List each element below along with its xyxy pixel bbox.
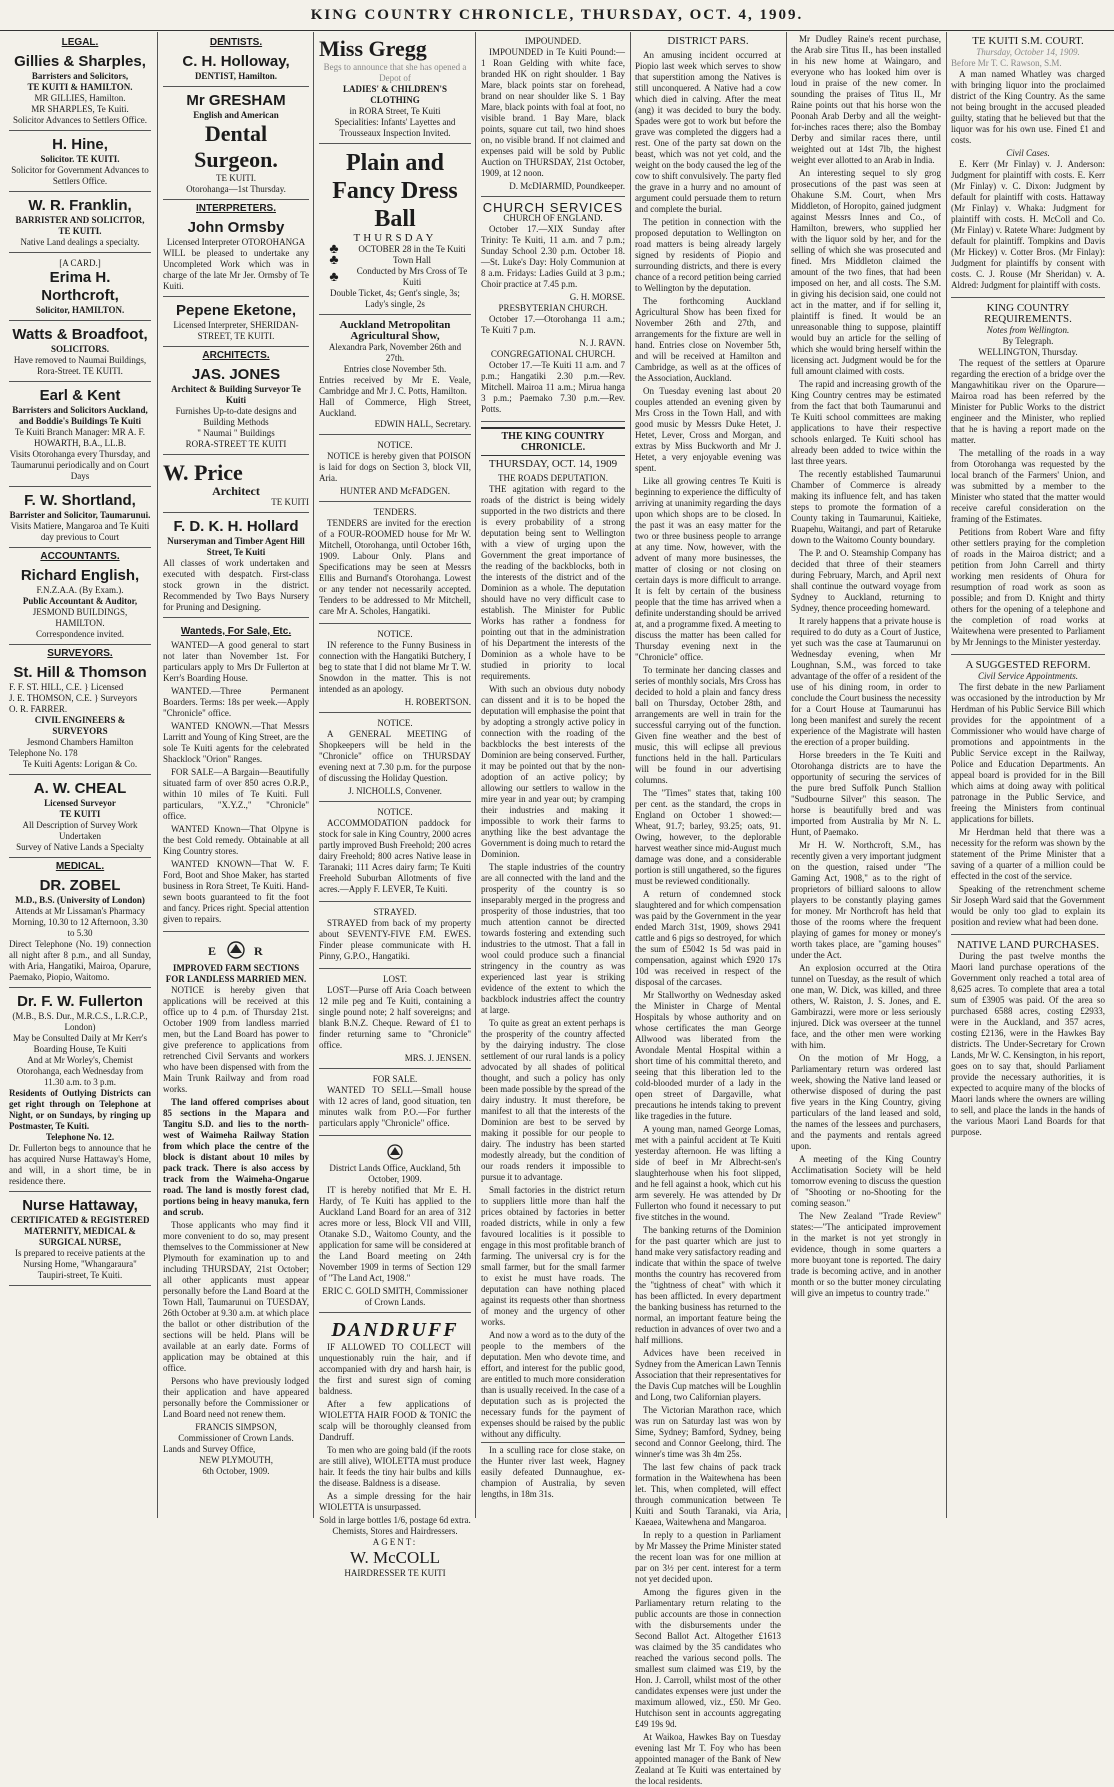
ad-franklin (9, 195, 151, 253)
column-rule (313, 32, 314, 1518)
notice-farm-sections (163, 935, 309, 1481)
ad-text: F. F. ST. HILL, C.E. } Licensed (9, 682, 124, 692)
notice-heading: NOTICE. (377, 718, 413, 728)
ad-text: Entries close November 5th. (343, 364, 447, 374)
article-heading: NATIVE LAND PURCHASES. (956, 939, 1100, 951)
ad-text: Specialities: Infants' Layettes and Trousseaux Inspection Invited. (334, 117, 456, 138)
column-news (788, 34, 944, 1518)
news-paragraph: Advices have been received in Sydney from the American Lawn Tennis Association that their representatives for the Davis Cup matches will be Loughlin and Long, two Californian players. (635, 1348, 781, 1402)
news-paragraph: A meeting of the King Country Acclimatisation Society will be held tomorrow evening to discuss the question of "Shooting or no-Shooting for the coming season." (791, 1154, 941, 1208)
classified-item: WANTED—A good general to start not later than November 1st. For particulars apply to Mrs Dr Fullerton at Kerr's Boarding House. (163, 640, 309, 683)
ad-text: To men who are going bald (if the roots are still alive), WIOLETTA must produce hair. It feeds the tiny hair bulbs and kills the disease. Baldness is a disease. (319, 1445, 471, 1488)
ad-miss-gregg (319, 34, 471, 144)
news-paragraph: An interesting sequel to sly grog prosecutions of the past was seen at Ohakune S.M. Court, when Mrs Middleton, of Horopito, gained judgment against Messrs Innes and Co., of Hamilton, brewers, who supplied her with the liquor sold by her, and for the selling of which she was prosecuted and fined. Mrs Middleton claimed the amount of the two fines, that had been imposed on her, and all costs. The S.M. in giving his decision said, one could not act in the matter, and if for selling it, plaintiff is fined. It would be an unreasonable thing to suppose, plaintiff would buy an article for the selling of which she would bring herself within the licensing act. Judgment would be for the full amount claimed with costs. (791, 168, 941, 376)
ad-title: Erima H. Northcroft, (41, 269, 119, 304)
ad-signature: EDWIN HALL, Secretary. (374, 419, 471, 429)
masthead-rule (0, 30, 1114, 31)
ad-text: May be Consulted Daily at Mr Kerr's Boarding House, Te Kuiti (12, 1033, 148, 1054)
article-paragraph: A man named Whatley was charged with bringing liquor into the proclaimed district of the King Country. As the same not being brought in the accused pleaded guilty, stating that he believed but that the liquor was for his own use. Fined £1 and costs. (951, 69, 1105, 145)
ad-text: Is prepared to receive patients at the Nursing Home, "Whangaraura" Taupiri-street, Te Kuiti. (15, 1248, 145, 1280)
ad-text: Visits Matiere, Mangaroa and Te Kuiti day previous to Court (10, 521, 150, 542)
ad-text: Public Accountant & Auditor, (22, 596, 138, 606)
ad-text: WILL be pleased to undertake any Uncompleted Work which was in charge of the late Mr Jer. Ormsby of Te Kuiti. (163, 248, 309, 291)
ad-subtitle: Licensed Surveyor (44, 798, 116, 808)
notice-heading: IMPOUNDED. (524, 36, 582, 46)
notice-paragraph: STRAYED from back of my property about SEVENTY-FIVE F.M. EWES. Finder please communicate with H. Pinny, G.P.O., Hangatiki. (319, 918, 471, 961)
notice-signature: Commissioner of Crown Lands. (178, 1433, 294, 1443)
ad-display-title: DANDRUFF (331, 1319, 459, 1341)
notice-paragraph: IN reference to the Funny Business in connection with the Hangatiki Butchery, I beg to state that I did not blame Mr T. W. Snowdon in the matter. This is not intended as an apology. (319, 640, 471, 694)
ad-st-hill-thomson (9, 662, 151, 775)
section-heading: MEDICAL. (55, 861, 105, 872)
ad-text: TE KUITI. (216, 173, 256, 183)
ad-text: RORA-STREET TE KUITI (185, 439, 287, 449)
ad-title: Watts & Broadfoot, (12, 326, 148, 343)
news-paragraph: In reply to a question in Parliament by Mr Massey the Prime Minister stated the recent loan was for one million at par on 3½ per cent. interest for a term not yet decided upon. (635, 1530, 781, 1584)
ad-text: CIVIL ENGINEERS & SURVEYORS (34, 715, 126, 736)
ad-title: W. R. Franklin, (28, 197, 132, 214)
ad-text: Te Kuiti Branch Manager: MR A. F. HOWARTH, B.A., LL.B. (14, 427, 146, 448)
notice-paragraph: IMPOUNDED in Te Kuiti Pound:—1 Roan Gelding with white face, branded HK on right shoulder. 1 Bay Mare, black points star on forehead, brand on near shoulder like S. 1 Bay Mare, black points with foal at foot, no visible brand. 1 Bay Mare, black points, square cut tail, two hind shoes on, no visible brand. If not claimed and expenses paid will be sold by Public Auction on THURSDAY, 21st October, 1909, at 12 noon. (481, 47, 625, 178)
ad-text: Dr. Fullerton begs to announce that he has acquired Nurse Hattaway's Home, and will, in a short time, be in residence there. (9, 1143, 151, 1186)
ad-text: Solicitor for Government Advances to Settlers Office. (11, 165, 149, 186)
news-paragraph: At Waikoa, Hawkes Bay on Tuesday evening last Mr T. Foy who has been appointed manager of the Bank of New Zealand at Te Kuiti was entertained by the local residents. (635, 1732, 781, 1786)
notice-heading: IMPROVED FARM SECTIONS FOR LANDLESS MARRIED MEN. (165, 963, 307, 984)
native-land-article (951, 938, 1105, 1144)
church-signature: N. J. RAVN. (579, 338, 625, 348)
ad-text: OCTOBER 28 in the Te Kuiti Town Hall (358, 244, 466, 265)
svg-text:R: R (254, 944, 263, 958)
news-paragraph: The last few chains of pack track formation in the Waitewhena has been let. This, when completed, will effect through communication between Te Kuiti and South Taranaki, via Aria, Kaeaea, Waitewhena and Mangaroa. (635, 1462, 781, 1527)
section-heading: SURVEYORS. (47, 648, 113, 659)
ad-holloway (163, 51, 309, 87)
news-paragraph: Among the figures given in the Parliamentary return relating to the public accounts are those in connection with the disbursements under the Second Ballot Act. Altogether £1613 was claimed by the 35 candidates who reached the various second polls. The smallest sum claimed was £19, by the Hon. J. Carroll, whilst most of the other candidates expenses were just under the maximum allowed, viz., £50. Mr Geo. Hutchison sent in accounts aggregating £49 19s 9d. (635, 1587, 781, 1729)
ad-subtitle: Architect & Building Surveyor Te Kuiti (171, 384, 301, 405)
svg-text:E: E (208, 944, 217, 958)
article-heading: KING COUNTRY REQUIREMENTS. (984, 302, 1072, 325)
news-paragraph: It rarely happens that a private house is required to do duty as a Court of Justice, yet such was the case at Taumarunui on Wednesday evening, when Mr Loughnan, S.M., was forced to take advantage of the offer of a resident of the use of his dining room, in order to conclude the Court business the necessity for a Court House at Taumarunui has long been manifest and surely the recent experience of the Magistrate will hasten the erection of a proper building. (791, 616, 941, 747)
article-paragraph: And now a word as to the duty of the people to the members of the deputation. Men who devote time, and effort, and interest for the public good, are entitled to much more consideration than is usually received. In the case of a deputation such as is projected the necessary funds for the payment of expenses should be raised by the public without any difficulty. (481, 1330, 625, 1439)
notice-signature: 6th October, 1909. (202, 1466, 270, 1476)
article-text: Before Mr T. C. Rawson, S.M. (951, 58, 1062, 68)
section-heading: CHURCH SERVICES (482, 200, 624, 215)
ad-title: W. McCOLL (349, 1548, 441, 1567)
section-heading: Wanteds, For Sale, Etc. (180, 626, 292, 637)
notice-heading: NOTICE. (377, 629, 413, 639)
ad-subtitle: M.D., B.S. (University of London) (15, 895, 145, 905)
notice-heading: TENDERS. (373, 507, 417, 517)
ad-subtitle: F.N.Z.A.A. (By Exam.). (36, 585, 124, 595)
notice-meeting (319, 716, 471, 802)
ad-subtitle: Solicitor. TE KUITI. (40, 154, 120, 164)
notice-paragraph: A GENERAL MEETING of Shopkeepers will be held in the "Chronicle" office on THURSDAY evening next at 7.30 p.m. for the purpose of discussing the Holiday Question. (319, 729, 471, 783)
section-heading: DISTRICT PARS. (667, 35, 749, 47)
ad-shortland (9, 490, 151, 548)
news-paragraph: The banking returns of the Dominion for the past quarter which are just to hand make very satisfactory reading and indicate that within the space of twelve months the country has recovered from the "tightness of cheat" with which it has been afflicted. In every department the banking business has returned to the normal, an important feature being the reduction in advances of over two and a half millions. (635, 1225, 781, 1345)
ad-nurse-hattaway (9, 1195, 151, 1286)
news-paragraph: Mr Dudley Raine's recent purchase, the Arab sire Titus II., has been installed in his new home at Waingaro, and everyone who has looked him over is loud in praise of the new comer. In sounding the praises of Titus II., Mr Raine points out that his horse won the Poonah Arab Derby and all the weight-for-inches races there; also the Bombay Derby and similar races there, until weighted out at 14st 7lb, the highest weight ever allotted to an Arab in India. (791, 34, 941, 165)
news-paragraph: The recently established Taumarunui Chamber of Commerce is already making its influence felt, and has taken steps to promote the formation of a County taking in Taumarunui, Kaitieke, Ruapehu, Waitangi, and part of Retaruke down to the Waitomo County boundary. (791, 469, 941, 545)
article-paragraph: THE agitation with regard to the roads of the district is being widely supported in the two districts and there is every probability of a strong deputation being sent to Wellington with a view of urging upon the Government the great importance of the reading of the backblocks, both in the interests of the district and of the Dominion as a whole. The deputation should have no very difficult case to establish. The Minister for Public Works has rather a fondness for pointing out that in the administration of his Department the interests of the Dominion as a whole have to be studied in priority to local requirements. (481, 484, 625, 681)
notice-heading: NOTICE. (377, 807, 413, 817)
church-paragraph: October 17.—XIX Sunday after Trinity: Te Kuiti, 11 a.m. and 7 p.m.; Sunday School 2.30 p.m. October 18.—St. Luke's Day: Holy Communion at 8 a.m. Fridays: Ladies Guild at 3 p.m.; Choir practice at 7.45 p.m. (481, 224, 625, 289)
notice-paragraph: The land offered comprises about 85 sections in the Mapara and Tangitu S.D. and lies to the north-west of Waimeha Railway Station from which place the centre of the block is distant about 10 miles by pack track. There is also access by track from the Waimeha-Ongarue road. The land is mostly forest clad, portions being in heavy manuka, fern and scrub. (163, 1097, 309, 1217)
notice-accommodation (319, 805, 471, 902)
article-paragraph: With such an obvious duty nobody can dissent and it is to be hoped the deputation will emphasise the point that by adopting a strongly active policy in connection with the roading of the backblocks the best interests of the Dominion are being conserved. Further, it may be pointed out that by the non-adoption of an active policy; by allowing our settlers to wallow in the mire year in and year out; by cramping their industries and making it impossible to work their farms to anything like the best advantage the Government is doing much to retard the Dominion. (481, 684, 625, 859)
classified-item: FOR SALE—A Bargain—Beautifully situated farm of over 850 acres O.R.P., within 10 miles of Te Kuiti. Full particulars, "X.Y.Z.," "Chronicle" office. (163, 767, 309, 821)
article-subheading: Notes from Wellington. (986, 325, 1070, 335)
notice-signature: ERIC C. GOLD SMITH, Commissioner of Crown Lands. (322, 1286, 468, 1307)
news-paragraph: Mr H. W. Northcroft, S.M., has recently given a very important judgment on the question, raised under "The Gaming Act, 1908," as to the right of proprietors of billiard saloons to allow players to be constantly playing games for money. Mr Northcroft has held that those of the rooms where the frequent playing of games for money or money's worth takes place, are "gaming houses" under the Act. (791, 840, 941, 960)
ad-title: Miss Gregg (319, 36, 427, 61)
royal-crest-icon (206, 939, 266, 961)
ad-place: TE KUITI (271, 497, 309, 507)
article-paragraph: The staple industries of the country are all connected with the land and the prosperity of the country is so inseparably merged in the progress and prosperity of those industries, that too much attention cannot be directed towards fostering and extending such industries to the utmost. That a fall in wool could produce such a financial stringency in the country as was experienced last year is striking evidence of the extent to which the backblock industries affect the country at large. (481, 862, 625, 1015)
ad-english (9, 565, 151, 645)
ad-text: Visits Otorohanga every Thursday, and Taumarunui periodically and on Court Days (9, 449, 151, 481)
ad-subtitle: English and American (193, 110, 279, 120)
notice-signature: MRS. J. JENSEN. (404, 1053, 471, 1063)
ad-text: Have removed to Naumai Buildings, Rora-Street. TE KUITI. (13, 355, 147, 376)
notice-signature: D. McDIARMID, Poundkeeper. (509, 181, 625, 191)
notice-paragraph: NOTICE is hereby given that POISON is laid for dogs on Section 3, block VII, Aria. (319, 451, 471, 483)
notice-heading: LOST. (382, 974, 408, 984)
notice-signature: J. NICHOLLS, Convener. (348, 786, 442, 796)
ad-text: Sold in large bottles 1/6, postage 6d extra. Chemists, Stores and Hairdressers. (319, 1515, 471, 1536)
ad-title: JAS. JONES (191, 366, 281, 383)
ad-text: Survey of Native Lands a Specialty (16, 842, 144, 852)
notice-paragraph: Persons who have previously lodged their application and have appeared personally before the Commissioner or Land Board need not renew them. (163, 1376, 309, 1419)
ad-text: Attends at Mr Lissaman's Pharmacy Morning, 10.30 to 12 Afternoon, 3.30 to 5.30 (12, 906, 148, 938)
ad-title: Mr GRESHAM (186, 92, 286, 109)
ad-text: Jesmond Chambers Hamilton (26, 737, 134, 747)
column-dentists (160, 34, 312, 1518)
ad-text: Native Land dealings a specialty. (20, 237, 140, 247)
notice-signature: NEW PLYMOUTH, (199, 1455, 273, 1465)
news-paragraph: The P. and O. Steamship Company has decided that three of their steamers during February, March, and April next shall continue the outward voyage from Sydney to Auckland, returning to Sydney, thence proceeding homeward. (791, 548, 941, 613)
ad-text: Correspondence invited. (36, 629, 124, 639)
ad-subtitle: Barrister and Solicitor, Taumarunui. (9, 510, 151, 520)
news-paragraph: Like all growing centres Te Kuiti is beginning to experience the difficulty of arriving at unanimity regarding the days upon which shops are to be closed. In the past it was an easy matter for the two or three business people to arrange at any time. Now, however, with the advent of many more businesses, the matter of closing or not closing on certain days is more difficult to arrange. It is felt by certain of the business people that the time has arrived when a definite understanding should be arrived at, and a programme fixed. A meeting to discuss the matter has been called for Thursday evening next in the "Chronicle" office. (635, 476, 781, 662)
ad-title: A. W. CHEAL (33, 780, 127, 797)
column-legal (6, 34, 154, 1518)
column-rule (157, 32, 158, 1518)
article-subheading: Civil Service Appointments. (977, 671, 1079, 681)
requirements-article (951, 301, 1105, 655)
masthead: KING COUNTRY CHRONICLE, THURSDAY, OCT. 4, 1909. (310, 7, 804, 23)
ad-text: JESMOND BUILDINGS, HAMILTON. (32, 607, 128, 628)
article-heading: A SUGGESTED REFORM. (965, 659, 1091, 671)
notice-paragraph: Those applicants who may find it more convenient to do so, may present themselves to the Commissioner at New Plymouth for examination up to and including THURSDAY, 21st October; all other applicants must appear personally before the Land Board at the Town Hall, Taumarunui on TUESDAY, 26th October at 9.30 a.m. at which place the ballot or other distribution of the sections will be held. Plans will be available at an early date. Forms of application may be obtained at this office. (163, 1220, 309, 1373)
ad-text: Furnishes Up-to-date designs and Building Methods (175, 406, 297, 427)
ad-text: J. E. THOMSON, C.E. } Surveyors (9, 693, 138, 703)
ad-text: IF ALLOWED TO COLLECT will unquestionably ruin the hair, and if accompanied with dry and harsh hair, is the first and surest sign of coming baldness. (319, 1342, 471, 1396)
ad-title: F. W. Shortland, (24, 492, 136, 509)
ad-text: O. R. FARRER. (9, 704, 68, 714)
ad-display-title: Plain and Fancy Dress Ball (332, 150, 458, 232)
article-paragraph: The first debate in the new Parliament was occasioned by the introduction by Mr Herdman of his Public Service Bill which provides for the appointment of a Commissioner who would have charge of promotions and appointments in the Public Service except in the Railway, Police and Education Departments. An appeal board is provided for in the Bill which aims at doing away with political patronage in the Public Service, and freeing the Ministers from continual applications for billets. (951, 682, 1105, 824)
ad-text: All Description of Survey Work Undertaken (22, 820, 138, 841)
ad-text: MR GILLIES, Hamilton. (34, 93, 126, 103)
notice-paragraph: ACCOMMODATION paddock for stock for sale in King Country, 2000 acres partly improved Bush Freehold; 200 acres dairy Freehold; 800 acres Native lease in Taranaki; 111 Acres dairy farm; Te Kuiti Freehold Suburban Allotments of five acres.—Apply F. LEVER, Te Kuiti. (319, 818, 471, 894)
news-paragraph: To terminate her dancing classes and series of monthly socials, Mrs Cross has decided to hold a plain and fancy dress ball on Thursday, October 28th, and arrangements are well in train for the successful carrying out of the function. Given fine weather and the best of music, this will eclipse all previous functions held in the hall. Particulars will be found in our advertising columns. (635, 665, 781, 785)
ad-hine (9, 134, 151, 192)
notice-signature: Lands and Survey Office, (163, 1444, 256, 1454)
classified-item: WANTED Known—That Olpyne is the best Cold remedy. Obtainable at all King Country stores. (163, 824, 309, 856)
ad-text: And at Mr Worley's, Chemist Otorohanga, each Wednesday from 11.30 a.m. to 3 p.m. (16, 1055, 144, 1087)
club-icon: ♣ (329, 269, 339, 285)
editorial-article (481, 425, 625, 1506)
ad-hollard (163, 516, 309, 618)
church-paragraph: October 17.—Te Kuiti 11 a.m. and 7 p.m.; Hangatiki 2.30 p.m.—Rev. Mitchell. Mairoa 11 a.m.; Mirua hanga 3 p.m.; Paemako 7.30 p.m.—Rev. Potts. (481, 360, 625, 414)
ad-dress-ball (319, 147, 471, 315)
section-heading: INTERPRETERS. (195, 203, 276, 214)
news-paragraph: The Victorian Marathon race, which was run on Saturday last was won by Sime, Sydney; Bamford, Sydney, being second and Connor Geelong, third. The winner's time was 3h 4m 25s. (635, 1405, 781, 1459)
ad-ormsby (163, 217, 309, 297)
article-paragraph: Small factories in the district return to suppliers little more than half the prices obtained by factories in better roaded districts, while in only a few favoured localities is it possible to engage in this most profitable branch of farming. The universal cry is for the small farmer, but for the small farmer to exist he must have roads. The deputation can have nothing placed against its requests other than shortness of money and the urgency of other works. (481, 1185, 625, 1327)
column-editorial (478, 34, 628, 1518)
ad-gillies-sharples (9, 51, 151, 131)
ad-fullerton (9, 991, 151, 1192)
reform-article (951, 658, 1105, 935)
ad-watts-broadfoot (9, 324, 151, 382)
ad-dandruff (319, 1316, 471, 1583)
classified-item: WANTED.—Three Permanent Boarders. Terms: 18s per week.—Apply "Chronicle" office. (163, 686, 309, 718)
ad-subtitle: Barristers and Solicitors Auckland, and Boddie's Buildings Te Kuiti (12, 405, 148, 426)
ad-subtitle: DENTIST, Hamilton. (194, 71, 278, 81)
ad-text: Conducted by Mrs Cross of Te Kuiti (356, 266, 468, 287)
article-text: By Telegraph. (1002, 336, 1054, 346)
notice-robertson (319, 627, 471, 713)
ad-text: Hall of Commerce, High Street, Auckland. (319, 397, 471, 418)
ad-ball-details (319, 244, 471, 266)
ad-subtitle: CERTIFICATED & REGISTERED MATERNITY, MEDICAL & SURGICAL NURSE, (10, 1215, 150, 1247)
ad-subtitle: HAIRDRESSER TE KUITI (344, 1568, 446, 1578)
ad-subtitle: SOLICITORS. (50, 344, 110, 354)
ad-eketone (163, 300, 309, 347)
article-paragraph: During the past twelve months the Maori land purchase operations of the Government only reached a total area of 8,625 acres. To complete that area a total sum of £3905 was paid. Of the area so purchased 6588 acres, costing £2933, were in the Auckland, and 357 acres, costing £2136, were in the Hawkes Bay districts. The Under-Secretary for Crown Lands, Mr W. C. Kensington, in his report, goes on to say that, should Parliament provide the necessary authorities, it is expected to acquire many of the blocks of Maori lands where the owners are willing to sell, and place the lands in the hands of the various Maori Land Boards for that purpose. (951, 951, 1105, 1137)
notice-signature: HUNTER AND McFADGEN. (339, 486, 451, 496)
article-paragraph: To quite as great an extent perhaps is the prosperity of the country affected by the dairying industry. The close settlement of our rural lands is a policy advocated by all shades of political thought, and such a policy has only been made possible by the spread of the dairy industry. It must therefore, be manifest to all that the interests of the Dominion are best to be served by making it possible for our people to dairy. The industry has been started modestly already, but the condition of our roads renders it impossible to pursue it to advantage. (481, 1018, 625, 1182)
column-advertisements (316, 34, 474, 1578)
ad-text: All classes of work undertaken and executed with despatch. First-class stock grown in the district. Recommended by Two Bays Nursery for Pruning and Designing. (163, 558, 309, 612)
article-paragraph: Petitions from Robert Ware and fifty other settlers praying for the completion of roads in the Mairoa district; and a petition from John Carrell and thirty working men residents of Ohura for resumption of road work as soon as possible; and from D. Knight and thirty others for the opening of a telephone and the completion of road works at Waitewhena were presented to Parliament by Mr Jennings to the Minister yesterday. (951, 527, 1105, 647)
article-paragraph: E. Kerr (Mr Finlay) v. J. Anderson: Judgment for plaintiff with costs. E. Kerr (Mr Finlay) v. C. Dixon: Judgment by default for plaintiff with costs. Hattaway (Mr Finlay) v. Whaka: Judgment for plaintiff with costs. H. McColl and Co. (Mr Finlay) v. Ratete Whare: Judgment by default for plaintiff. Tompkins and Davis (Mr Hickey) v. Cotter Bros. (Mr Finlay): Judgment for plaintiffs by consent with costs. C. J. Rouse (Mr Sheridan) v. A. Aldred: Judgment for plaintiff with costs. (951, 159, 1105, 290)
ad-text: " Naumai " Buildings (197, 428, 275, 438)
ad-ball-details (319, 266, 471, 288)
article-heading: THE ROADS DEPUTATION. (497, 473, 609, 483)
church-services (481, 200, 625, 422)
notice-paragraph: LOST—Purse off Aria Coach between 12 mile peg and Te Kuiti, containing a single pound note; 2 half sovereigns; and blank B.N.Z. Cheque. Reward of £1 to finder returning same to "Chronicle" office. (319, 985, 471, 1050)
column-district-pars (632, 34, 784, 1786)
notice-heading: FOR SALE. (372, 1074, 418, 1084)
news-paragraph: Mr Stallworthy on Wednesday asked the Minister in Charge of Mental Hospitals by whose authority and on whose certificates the man George Allwood was liberated from the Avondale Mental Hospital within a short time of his committal thereto, and seeing that this liberation led to the cold-blooded murder of a lady in the open street of Dargaville, what precautions he intends taking to prevent like tragedies in the future. (635, 990, 781, 1121)
news-paragraph: On Tuesday evening last about 20 couples attended an evening given by Mrs Cross in the Town Hall, and with good music by Messrs Duke Hetet, J. Hetet, Lever, Cross and Morgan, and extras by Miss Buckworth and Mr J. Hetet, a very enjoyable evening was spent. (635, 386, 781, 473)
column-rule (786, 32, 787, 1518)
article-paragraph: Mr Herdman held that there was a necessity for the reform was shown by the statement of the Prime Minister that a saving of a quarter of a million could be effected in the cost of the service. (951, 827, 1105, 881)
ad-text: AGENT: (372, 1537, 418, 1547)
notice-lost (319, 972, 471, 1069)
classified-item: WANTED KNOWN—That W. F. Ford, Boot and Shoe Maker, has started business in Rora Street, Te Kuiti. Hand-sewn boots guaranteed to fit the foot and fancy. Prices right. Special attention given to repairs. (163, 859, 309, 924)
ad-zobel (9, 875, 151, 988)
notice-for-sale (319, 1072, 471, 1136)
ad-text: Telephone No. 178 (9, 748, 78, 758)
wanteds-section (163, 621, 309, 932)
ad-text: Double Ticket, 4s; Gent's single, 3s; Lady's single, 2s (330, 288, 460, 309)
club-icon: ♣ ♣ (329, 242, 339, 268)
ad-subtitle: (M.B., B.S. Dur., M.R.C.S., L.R.C.P., London) (12, 1011, 148, 1032)
news-paragraph: The rapid and increasing growth of the King Country centres may be estimated from the fact that both Taumarunui and Te Kuiti school committees are making applications to have their respective schools enlarged. Te Kuiti school has already been added to twice within the last three years. (791, 379, 941, 466)
news-paragraph: A return of condemned stock slaughtered and for which compensation was paid by the Government in the year ended March 31st, 1909, shows 2941 cattle and 6 pigs so destroyed, for which the sum of £5042 1s 5d was paid in compensation, against which £920 17s 10d was received in respect of the disposal of the carcases. (635, 889, 781, 987)
ad-title: H. Hine, (52, 136, 108, 153)
ad-text: Solicitor Advances to Settlers Office. (12, 115, 148, 125)
news-paragraph: The forthcoming Auckland Agricultural Show has been fixed for November 26th and 27th, and arrangements for the fixture are well in hand. Entries close on November 5th, and will be received at Hamilton and Cambridge, as well as at the offices of the Association, Auckland. (635, 296, 781, 383)
ad-title: Earl & Kent (39, 387, 121, 404)
news-paragraph: The petition in connection with the proposed deputation to Wellington on road matters is being already largely signed by residents of Piopio and surrounding districts, and there is every chance of a record petition being carried to Wellington by the deputation. (635, 217, 781, 293)
article-subheading: Civil Cases. (1006, 148, 1050, 158)
editorial-masthead: THE KING COUNTRY CHRONICLE. (481, 427, 625, 456)
ad-title: St. Hill & Thomson (13, 664, 147, 681)
ad-price (163, 458, 309, 513)
news-paragraph: On the motion of Mr Hogg, a Parliamentary return was ordered last week, showing the Native land leased or otherwise disposed of during the past five years in the King Country, giving particulars of the land leased and sold, the names of the lessees and purchasers, and the payments and rentals agreed upon. (791, 1053, 941, 1151)
section-heading: ARCHITECTS. (202, 350, 270, 361)
ad-title: W. Price (163, 460, 243, 485)
ad-subtitle: Barristers and Solicitors, (31, 71, 129, 81)
royal-crest-icon (375, 1143, 415, 1161)
news-paragraph: The New Zealand "Trade Review" states:—"The anticipated improvement in the market is not yet strongly in evidence, though in some quarters a more buoyant tone is reported. The dairy trade is becoming active, and in another month or so the butter money circulating will give an impetus to country trade." (791, 1211, 941, 1298)
church-paragraph: October 17.—Otorohanga 11 a.m.; Te Kuiti 7 p.m. (481, 314, 625, 335)
article-date: WELLINGTON, Thursday. (978, 347, 1078, 357)
ad-text: Telephone No. 12. (45, 1132, 115, 1142)
notice-heading: STRAYED. (373, 907, 417, 917)
ad-text: Residents of Outlying Districts can get right through on Telephone at Night, or on Sundays, by ringing up Postmaster, Te Kuiti. (9, 1088, 151, 1131)
church-name: PRESBYTERIAN CHURCH. (498, 303, 608, 313)
article-paragraph: The metalling of the roads in a way from Otorohanga was requested by the local branch of the Farmers' Union, and was submitted by a member to the Minister who stated that the matter would receive careful consideration on the framing of the Estimates. (951, 448, 1105, 524)
column-rule (630, 32, 631, 1518)
ad-title: DR. ZOBEL (39, 877, 121, 894)
ad-title: Gillies & Sharples, (14, 53, 146, 70)
notice-paragraph: WANTED TO SELL—Small house with 12 acres of land, good situation, ten minutes walk from P.O.—For further particulars apply "Chronicle" office. (319, 1085, 471, 1128)
ad-text: As a simple dressing for the hair WIOLETTA is unsurpassed. (319, 1491, 471, 1512)
column-rule (946, 32, 947, 1518)
church-signature: G. H. MORSE. (569, 292, 625, 302)
ad-subtitle: Licensed Interpreter OTOROHANGA (166, 237, 306, 247)
notice-paragraph: TENDERS are invited for the erection of a FOUR-ROOMED house for Mr W. Mitchell, Otorohanga, until October 16th, 1909. Labour Only. Plans and Specifications may be seen at Messrs Ellis and Burnand's Otorohanga. Lowest or any tender not necessarily accepted. Tenders to be addressed to Mr Mitchell, care Mr A. Scholes, Hangatiki. (319, 518, 471, 616)
ad-title: Dr. F. W. Fullerton (17, 993, 143, 1010)
news-paragraph: An explosion occurred at the Otira tunnel on Tuesday, as the result of which one man, W. Dick, was killed, and three others, W. Raiston, J. S. Jones, and E. Gambirazzi, were more or less seriously injured. Dick was overseer at the tunnel face, and the other men were working with him. (791, 963, 941, 1050)
ad-title: Richard English, (20, 567, 140, 584)
notice-heading: NOTICE. (377, 440, 413, 450)
notice-tenders (319, 505, 471, 624)
ad-earl-kent (9, 385, 151, 487)
ad-text: Direct Telephone (No. 19) connection all night after 8 p.m., and all Sunday, with Aria, Hangatiki, Mairoa, Oparure, Paemako, Piopio, Waitomo. (9, 939, 151, 982)
article-paragraph: The request of the settlers at Oparure regarding the erection of a bridge over the Mangawhitikau river on the Oparure—Mairoa road has been referred by the Minister for Public Works to the district engineer and the Minister, who replied that he is having a report made on the matter. (951, 358, 1105, 445)
section-heading: LEGAL. (61, 37, 99, 48)
ad-label: [A CARD.] (59, 258, 101, 268)
ad-title: Pepene Eketone, (175, 302, 297, 319)
ad-text: THURSDAY (353, 232, 437, 244)
section-heading: TE KUITI S.M. COURT. (972, 35, 1084, 47)
ad-title: John Ormsby (187, 219, 285, 236)
ad-place: TE KUITI & HAMILTON. (27, 82, 133, 92)
ad-subtitle: Architect (212, 484, 260, 498)
ad-text: After a few applications of WIOLETTA HAIR FOOD & TONIC the scalp will be thoroughly cleansed from Dandruff. (319, 1399, 471, 1442)
notice-signature: H. ROBERTSON. (404, 697, 471, 707)
ad-cheal (9, 778, 151, 858)
church-name: CONGREGATIONAL CHURCH. (490, 349, 616, 359)
ad-text: Begs to announce that she has opened a Depot of (323, 62, 467, 83)
notice-paragraph: NOTICE is hereby given that applications will be received at this office up to 4 p.m. of Thursday 21st. October 1909 from landless married men, but the Land Board has power to give preference to applications from retrenched Civil Servants and workers who have been dispensed with from the Main Trunk Railway and from road works. (163, 985, 309, 1094)
ad-gresham (163, 90, 309, 200)
ad-jones (163, 364, 309, 455)
article-paragraph: In a sculling race for close stake, on the Hunter river last week, Hagney easily defeated Dunnaughue, ex-champion of Australia, by seven lengths, in 18m 31s. (481, 1442, 625, 1500)
ad-place: TE KUITI (59, 809, 101, 819)
ad-text: MR SHARPLES, Te Kuiti. (31, 104, 129, 114)
ad-title: Auckland Metropolitan Agricultural Show, (339, 319, 451, 342)
ad-title: C. H. Holloway, (182, 53, 290, 70)
ad-text: in RORA Street, Te Kuiti (349, 106, 441, 116)
ad-text: Otorohanga—1st Thursday. (186, 184, 286, 194)
ad-text: LADIES' & CHILDREN'S CLOTHING (342, 84, 448, 105)
notice-strayed (319, 905, 471, 969)
ad-title: F. D. K. H. Hollard (173, 518, 299, 535)
news-paragraph: The "Times" states that, taking 100 per cent. as the standard, the crops in England on October 1 showed:—Wheat, 91.7; barley, 93.25; oats, 91. Owing, however, to the deplorable harvest weather since mid-August much damage was done, and a considerable portion is still ungathered, so the figures must be reviewed conditionally. (635, 788, 781, 886)
section-heading: ACCOUNTANTS. (40, 551, 120, 562)
notice-district-lands (319, 1139, 471, 1313)
ad-text: Te Kuiti Agents: Lorigan & Co. (22, 759, 138, 769)
ad-agricultural-show (319, 318, 471, 435)
ad-text: Alexandra Park, November 26th and 27th. (328, 342, 462, 363)
notice-poison (319, 438, 471, 502)
ad-subtitle: BARRISTER AND SOLICITOR, TE KUITI. (15, 215, 145, 236)
classified-item: WANTED KNOWN.—That Messrs Larritt and Young of King Street, are the sole Te Kuiti agents for the celebrated Shacklock "Orion" Ranges. (163, 721, 309, 764)
article-paragraph: Speaking of the retrenchment scheme Sir Joseph Ward said that the Government would be only too glad to explain its position and review what had been done. (951, 884, 1105, 927)
section-heading: DENTISTS. (209, 37, 263, 48)
article-date: Thursday, October 14, 1909. (976, 47, 1080, 57)
church-name: CHURCH OF ENGLAND. (503, 213, 603, 223)
ad-text: Entries received by Mr E. Veale, Cambridge and Mr J. C. Potts, Hamilton. (319, 375, 471, 396)
notice-paragraph: IT is hereby notified that Mr E. H. Hardy, of Te Kuiti has applied to the Auckland Land Board for an area of 312 acres more or less, Block VII and VIII, Otanake S.D., Waitomo County, and the application for same will be considered at the Land Board meeting on 24th November 1909 in terms of Section 129 of "The Land Act, 1908." (319, 1185, 471, 1283)
ad-title: Nurse Hattaway, (22, 1197, 138, 1214)
ad-northcroft (9, 256, 151, 321)
news-paragraph: A young man, named George Lomas, met with a painful accident at Te Kuiti yesterday afternoon. He was lifting a side of beef in Mr Albrecht-sen's slaughterhouse when his foot slipped, and he fell against a hook, which cut his arm severely. He was attended by Dr Fullerton who found it necessary to put five stitches in the wound. (635, 1124, 781, 1222)
notice-signature: FRANCIS SIMPSON, (195, 1422, 277, 1432)
ad-display-title: Dental Surgeon. (194, 121, 278, 172)
column-court-reports (948, 34, 1108, 1518)
news-paragraph: Horse breeders in the Te Kuiti and Otorohanga districts are to have the opportunity of securing the services of the pure bred Suffolk Punch Stallion "Sudbourne Silver" this season. The horse is beautifully bred and was imported from Australia by Mr N. L. Hunt, of Paemako. (791, 750, 941, 837)
ad-subtitle: Licensed Interpreter, SHERIDAN-STREET, TE KUITI. (173, 320, 299, 341)
notice-impounded (481, 34, 625, 197)
court-report (951, 34, 1105, 298)
column-rule (475, 32, 476, 1518)
editorial-date: THURSDAY, OCT. 14, 1909 (488, 458, 618, 470)
news-paragraph: An amusing incident occurred at Piopio last week which serves to show that superstition among the Natives is still unconquered. A Native had a cow which died in calving. After the meat (ang) it was decided to bury the body. Spades were got to work but before the grave was completed the diggers had a rest. One of the party sat down on the beast, which was not yet cold, and the weight on the body caused the leg of the cow to shift convulsively. The party fled the grave in a hurry and no amount of argument could persuade them to return and complete the burial. (635, 50, 781, 214)
ad-subtitle: Solicitor, HAMILTON. (35, 305, 125, 315)
notice-paragraph: District Lands Office, Auckland, 5th October, 1909. (329, 1163, 461, 1184)
ad-subtitle: Nurseryman and Timber Agent Hill Street, Te Kuiti (167, 536, 305, 557)
